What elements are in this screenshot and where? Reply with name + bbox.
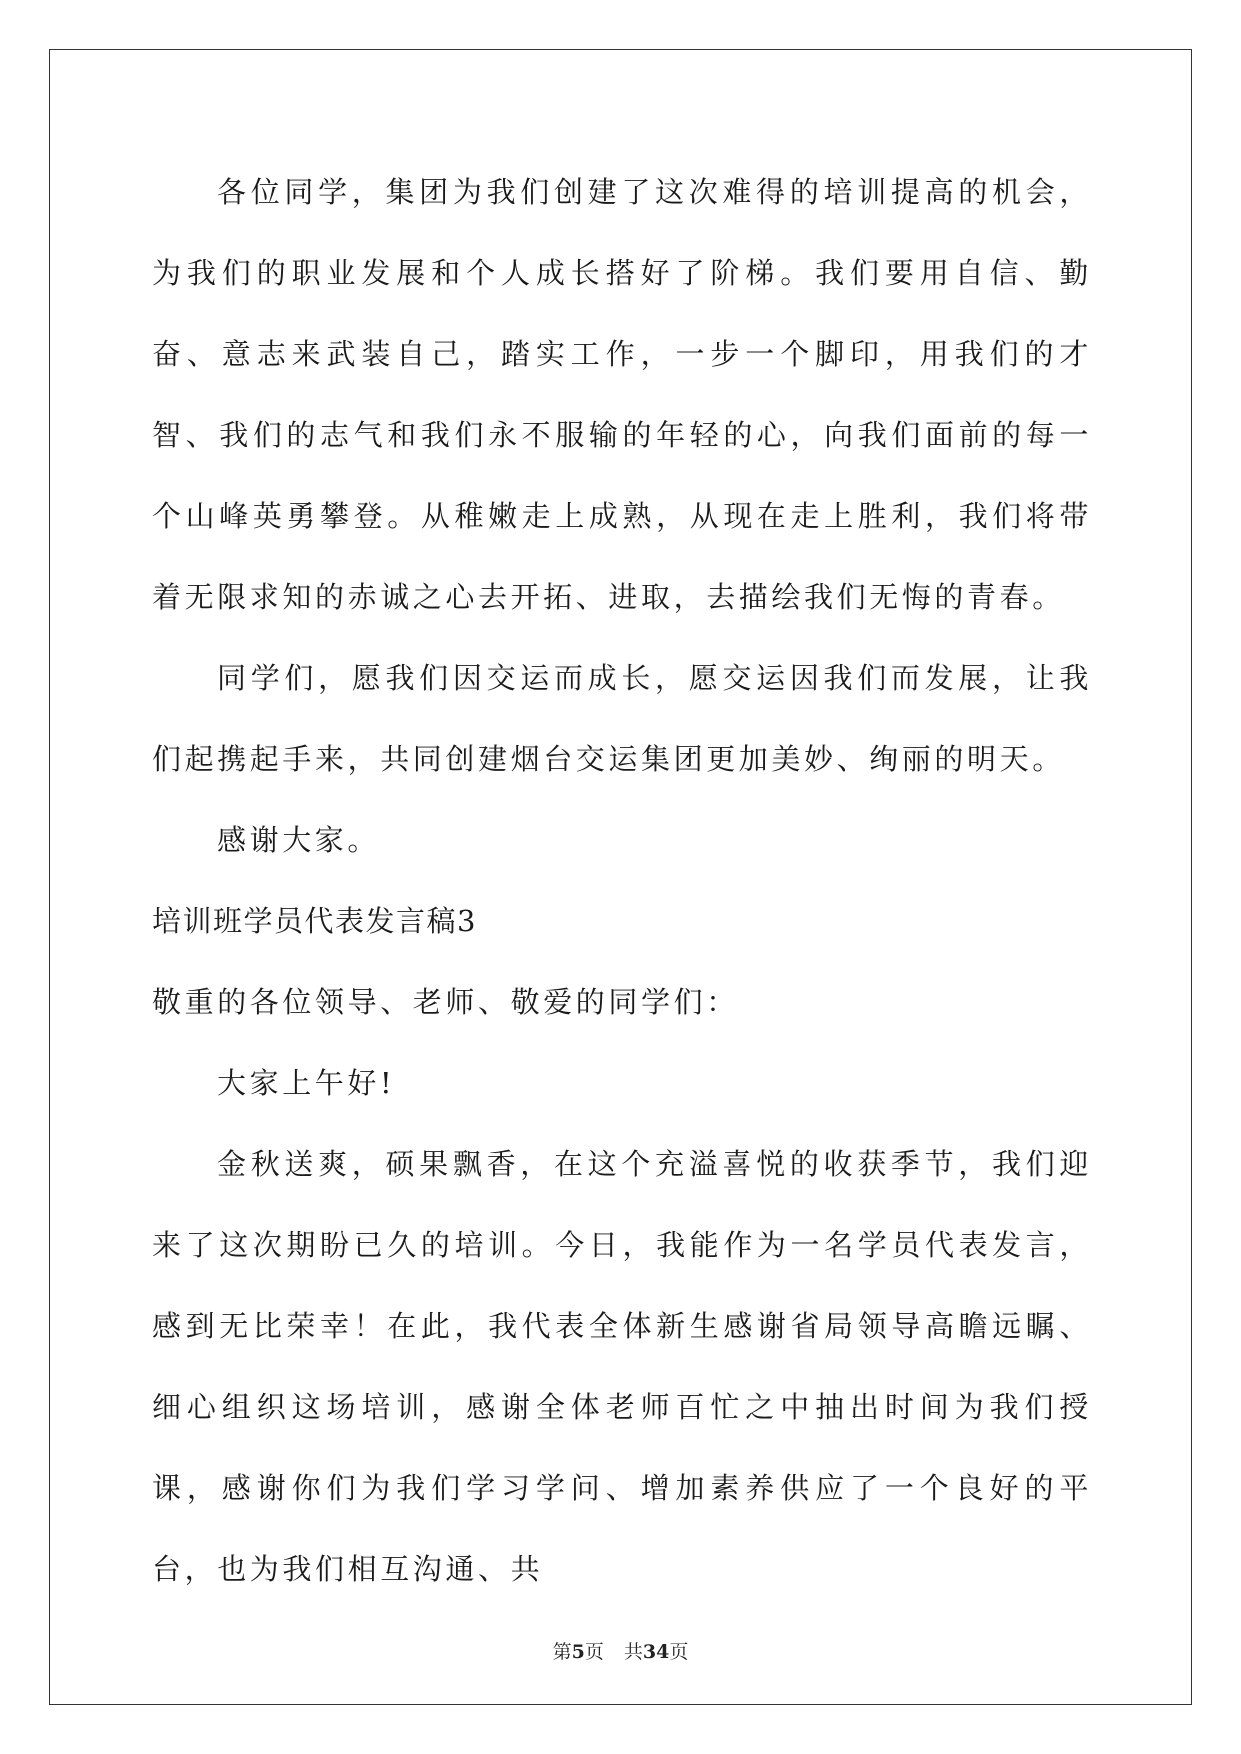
paragraph-autumn: 金秋送爽，硕果飘香，在这个充溢喜悦的收获季节，我们迎来了这次期盼已久的培训。今日，我能作为一名学员代表发言，感到无比荣幸！在此，我代表全体新生感谢省局领导高瞻远瞩、细心组织这场培训，感谢全体老师百忙之中抽出时间为我们授课，感谢你们为我们学习学问、增加素养供应了一个良好的平台，也为我们相互沟通、共 — [152, 1147, 1092, 1586]
footer-prefix: 第 — [552, 1641, 572, 1663]
footer-page-unit: 页 — [584, 1641, 604, 1663]
salutation: 敬重的各位领导、老师、敬爱的同学们： — [152, 985, 739, 1019]
paragraph-hope: 同学们，愿我们因交运而成长，愿交运因我们而发展，让我们起携起手来，共同创建烟台交运集团更加美妙、绚丽的明天。 — [152, 661, 1092, 776]
footer-page-number: 5 — [571, 1641, 585, 1663]
greeting: 大家上午好! — [217, 1066, 396, 1100]
paragraph-training-opportunity: 各位同学，集团为我们创建了这次难得的培训提高的机会，为我们的职业发展和个人成长搭好了阶梯。我们要用自信、勤奋、意志来武装自己，踏实工作，一步一个脚印，用我们的才智、我们的志气和我们永不服输的年轻的心，向我们面前的每一个山峰英勇攀登。从稚嫩走上成熟，从现在走上胜利，我们将带着无限求知的赤诚之心去开拓、进取，去描绘我们无悔的青春。 — [152, 175, 1092, 614]
footer-total-unit: 页 — [669, 1641, 689, 1663]
paragraph-thanks: 感谢大家。 — [217, 823, 381, 857]
footer-total-pages: 34 — [642, 1641, 670, 1663]
section-heading: 培训班学员代表发言稿3 — [152, 904, 477, 938]
footer-total-prefix: 共 — [623, 1641, 643, 1663]
document-body — [152, 152, 1092, 1610]
page-footer — [0, 1637, 1241, 1664]
